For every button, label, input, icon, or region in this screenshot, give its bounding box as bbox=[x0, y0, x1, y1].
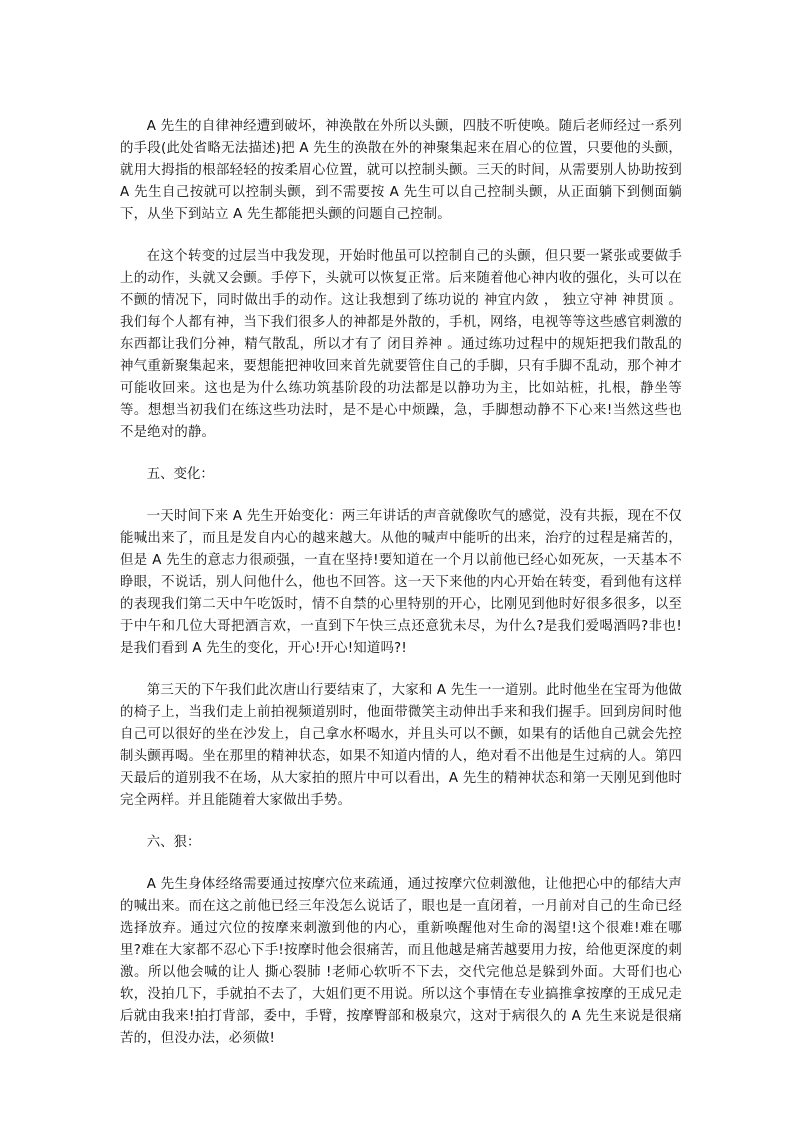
paragraph-3: 一天时间下来 A 先生开始变化：两三年讲话的声音就像吹气的感觉，没有共振，现在不仅能喊出来了，而且是发自内心的越来越大。从他的喊声中能听的出来，治疗的过程是痛苦的，但是 A 先生的意志力很顽强，一直在坚持!要知道在一个月以前他已经心如死灰，一天基本不睁眼，不说话，别人问他什么，他也不回答。这一天下来他的内心开始在转变，看到他有这样的表现我们第二天中午吃饭时，情不自禁的心里特别的开心，比刚见到他时好很多很多，以至于中午和几位大哥把酒言欢，一直到下午快三点还意犹未尽，为什么?是我们爱喝酒吗?非也!是我们看到 A 先生的变化，开心!开心!知道吗?! bbox=[120, 509, 682, 656]
section-heading-6: 六、狠： bbox=[146, 835, 201, 850]
paragraph-5: A 先生身体经络需要通过按摩穴位来疏通，通过按摩穴位刺激他，让他把心中的郁结大声的喊出来。而在这之前他已经三年没怎么说话了，眼也是一直闭着，一月前对自己的生命已经选择放弃。通过穴位的按摩来刺激到他的内心，重新唤醒他对生命的渴望!这个很难!难在哪里?难在大家都不忍心下手!按摩时他会很痛苦，而且他越是痛苦越要用力按，给他更深度的刺激。所以他会喊的让人 撕心裂肺 !老师心软听不下去，交代完他总是躲到外面。大哥们也心软，没拍几下，手就拍不去了，大姐们更不用说。所以这个事情在专业搞推拿按摩的王成兄走后就由我来!拍打背部，委中，手臂，按摩臀部和极泉穴，这对于病很久的 A 先生来说是很痛苦的，但没办法，必须做! bbox=[120, 877, 682, 1046]
section-heading-5: 五、变化： bbox=[146, 467, 214, 482]
paragraph-2: 在这个转变的过层当中我发现，开始时他虽可以控制自己的头颤，但只要一紧张或要做手上的动作，头就又会颤。手停下，头就可以恢复正常。后来随着他心神内收的强化，头可以在不颤的情况下，同时做出手的动作。这让我想到了练功说的 神宜内敛 ， 独立守神 神贯顶 。我们每个人都有神，当下我们很多人的神都是外散的，手机，网络，电视等等这些感官刺激的东西都让我们分神，精气散乱，所以才有了 闭目养神 。通过练功过程中的规矩把我们散乱的神气重新聚集起来，要想能把神收回来首先就要管住自己的手脚，只有手脚不乱动，那个神才可能收回来。这也是为什么练功筑基阶段的功法都是以静功为主，比如站桩，扎根，静坐等等。想想当初我们在练这些功法时，是不是心中烦躁，急，手脚想动静不下心来!当然这些也不是绝对的静。 bbox=[120, 249, 682, 440]
paragraph-1: A 先生的自律神经遭到破坏，神涣散在外所以头颤，四肢不听使唤。随后老师经过一系列的手段(此处省略无法描述)把 A 先生的涣散在外的神聚集起来在眉心的位置，只要他的头颤，就用大拇指的根部轻轻的按柔眉心位置，就可以控制头颤。三天的时间，从需要别人协助按到 A 先生自己按就可以控制头颤，到不需要按 A 先生可以自己控制头颤，从正面躺下到侧面躺下，从坐下到站立 A 先生都能把头颤的问题自己控制。 bbox=[120, 119, 682, 222]
paragraph-gap bbox=[120, 226, 682, 246]
paragraph-4: 第三天的下午我们此次唐山行要结束了，大家和 A 先生一一道别。此时他坐在宝哥为他做的椅子上，当我们走上前拍视频道别时，他面带微笑主动伸出手来和我们握手。回到房间时他自己可以很好的坐在沙发上，自己拿水杯喝水，并且头可以不颤，如果有的话他自己就会先控制头颤再喝。坐在那里的精神状态，如果不知道内情的人，绝对看不出他是生过病的人。第四天最后的道别我不在场，从大家拍的照片中可以看出，A 先生的精神状态和第一天刚见到他时完全两样。并且能随着大家做出手势。 bbox=[120, 683, 682, 808]
paragraph-gap bbox=[120, 486, 682, 506]
paragraph-gap bbox=[120, 854, 682, 874]
paragraph-gap bbox=[120, 812, 682, 832]
paragraph-gap bbox=[120, 444, 682, 464]
paragraph-gap bbox=[120, 660, 682, 680]
